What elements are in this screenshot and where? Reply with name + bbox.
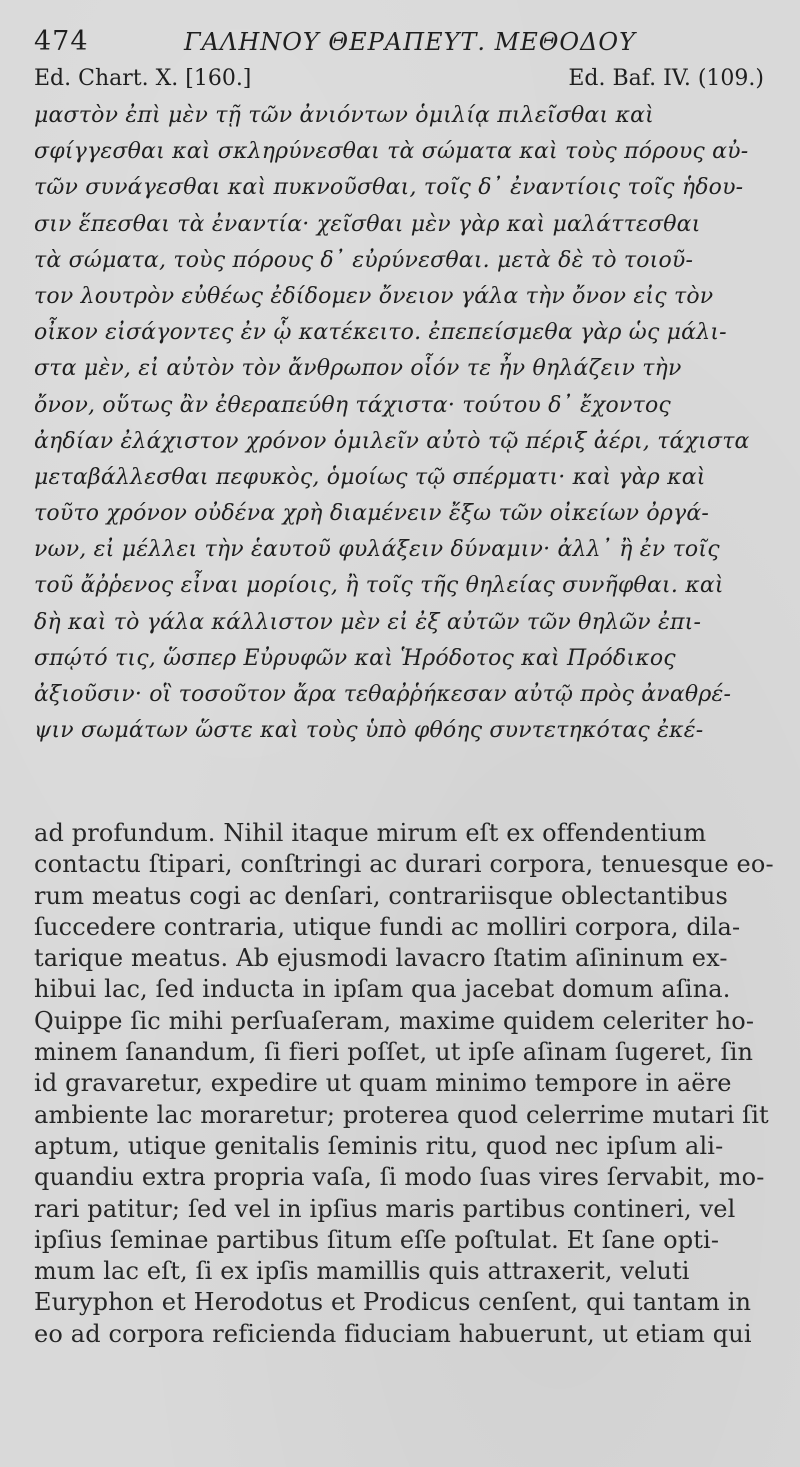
latin-text-line: id gravaretur, expedire ut quam minimo tempore in aëre bbox=[34, 1069, 732, 1098]
greek-text-line: ἀηδίαν ἐλάχιστον χρόνον ὁμιλεῖν αὐτὸ τῷ πέριξ ἀέρι, τάχιστα bbox=[34, 428, 750, 454]
latin-text-line: ipſius ſeminae partibus ſitum eſſe poſtulat. Et ſane opti- bbox=[34, 1225, 720, 1254]
edition-line bbox=[34, 66, 764, 94]
latin-text-line: mum lac eſt, ſi ex ipſis mamillis quis attraxerit, veluti bbox=[34, 1257, 690, 1286]
running-head: ΓΑΛΗΝΟΥ ΘΕΡΑΠΕΥΤ. ΜΕΘΟΔΟΥ bbox=[184, 28, 636, 56]
page-header bbox=[34, 26, 766, 70]
greek-text-line: τοῦ ἄῤῥενος εἶναι μορίοις, ἢ τοῖς τῆς θηλείας συνῆφθαι. καὶ bbox=[34, 573, 724, 599]
greek-text-line: σπῴτό τις, ὥσπερ Εὐρυφῶν καὶ Ἡρόδοτος καὶ Πρόδικος bbox=[34, 645, 676, 671]
greek-text-line: ὄνον, οὕτως ἂν ἐθεραπεύθη τάχιστα· τούτου δ᾽ ἔχοντος bbox=[34, 392, 671, 418]
greek-text-line: τῶν συνάγεσθαι καὶ πυκνοῦσθαι, τοῖς δ᾽ ἐναντίοις τοῖς ἡδου- bbox=[34, 175, 744, 201]
greek-text-block bbox=[34, 98, 764, 749]
edition-reference-left: Ed. Chart. X. [160.] bbox=[34, 66, 252, 91]
greek-text-line: σιν ἕπεσθαι τὰ ἐναντία· χεῖσθαι μὲν γὰρ καὶ μαλάττεσθαι bbox=[34, 211, 701, 237]
latin-text-line: ſuccedere contraria, utique fundi ac molliri corpora, dila- bbox=[34, 912, 741, 941]
latin-text-line: ambiente lac moraretur; proterea quod celerrime mutari ſit bbox=[34, 1100, 769, 1129]
latin-text-line: eo ad corpora reficienda fiduciam habuerunt, ut etiam qui bbox=[34, 1319, 752, 1348]
latin-text-line: rum meatus cogi ac denſari, contrariisque oblectantibus bbox=[34, 881, 729, 910]
latin-text-line: tarique meatus. Ab ejusmodi lavacro ſtatim aſininum ex- bbox=[34, 944, 728, 973]
greek-text-line: μεταβάλλεσθαι πεφυκὸς, ὁμοίως τῷ σπέρματι· καὶ γὰρ καὶ bbox=[34, 464, 706, 490]
latin-text-line: Euryphon et Herodotus et Prodicus cenſent, qui tantam in bbox=[34, 1288, 752, 1317]
greek-text-line: νων, εἰ μέλλει τὴν ἑαυτοῦ φυλάξειν δύναμιν· ἀλλ᾽ ἢ ἐν τοῖς bbox=[34, 537, 720, 563]
latin-text-line: hibui lac, ſed inducta in ipſam qua jacebat domum aſina. bbox=[34, 975, 731, 1004]
greek-text-line: τον λουτρὸν εὐθέως ἐδίδομεν ὄνειον γάλα τὴν ὄνον εἰς τὸν bbox=[34, 283, 714, 309]
latin-text-line: minem ſanandum, ſi fieri poſſet, ut ipſe aſinam ſugeret, ſin bbox=[34, 1038, 754, 1067]
greek-text-line: σφίγγεσθαι καὶ σκληρύνεσθαι τὰ σώματα καὶ τοὺς πόρους αὐ- bbox=[34, 139, 749, 165]
greek-text-line: μαστὸν ἐπὶ μὲν τῇ τῶν ἀνιόντων ὁμιλίᾳ πιλεῖσθαι καὶ bbox=[34, 103, 654, 128]
latin-text-line: contactu ſtipari, conſtringi ac durari corpora, tenuesque eo- bbox=[34, 850, 774, 879]
latin-text-block bbox=[34, 818, 774, 1350]
latin-text-line: Quippe ſic mihi perſuaſeram, maxime quidem celeriter ho- bbox=[34, 1006, 755, 1035]
latin-text-line: ad profundum. Nihil itaque mirum eſt ex offendentium bbox=[34, 819, 707, 847]
greek-text-line: ἀξιοῦσιν· οἳ τοσοῦτον ἄρα τεθαῤῥήκεσαν αὐτῷ πρὸς ἀναθρέ- bbox=[34, 682, 732, 707]
latin-text-line: aptum, utique genitalis ſeminis ritu, quod nec ipſum ali- bbox=[34, 1131, 724, 1160]
greek-text-line: οἶκον εἰσάγοντες ἐν ᾧ κατέκειτο. ἐπεπείσμεθα γὰρ ὡς μάλι- bbox=[34, 320, 727, 346]
greek-text-line: τὰ σώματα, τοὺς πόρους δ᾽ εὐρύνεσθαι. μετὰ δὲ τὸ τοιοῦ- bbox=[34, 247, 694, 273]
greek-text-line: στα μὲν, εἰ αὐτὸν τὸν ἄνθρωπον οἷόν τε ἦν θηλάζειν τὴν bbox=[34, 356, 682, 382]
latin-text-line: quandiu extra propria vaſa, ſi modo ſuas vires ſervabit, mo- bbox=[34, 1163, 765, 1192]
greek-text-line: τοῦτο χρόνον οὐδένα χρὴ διαμένειν ἔξω τῶν οἰκείων ὀργά- bbox=[34, 501, 710, 527]
latin-text-line: rari patitur; ſed vel in ipſius maris partibus contineri, vel bbox=[34, 1194, 736, 1223]
edition-reference-right: Ed. Baf. IV. (109.) bbox=[568, 66, 764, 91]
greek-text-line: ψιν σωμάτων ὥστε καὶ τοὺς ὑπὸ φθόης συντετηκότας ἐκέ- bbox=[34, 718, 704, 744]
page-number: 474 bbox=[34, 26, 89, 57]
greek-text-line: δὴ καὶ τὸ γάλα κάλλιστον μὲν εἰ ἐξ αὐτῶν τῶν θηλῶν ἐπι- bbox=[34, 609, 702, 635]
